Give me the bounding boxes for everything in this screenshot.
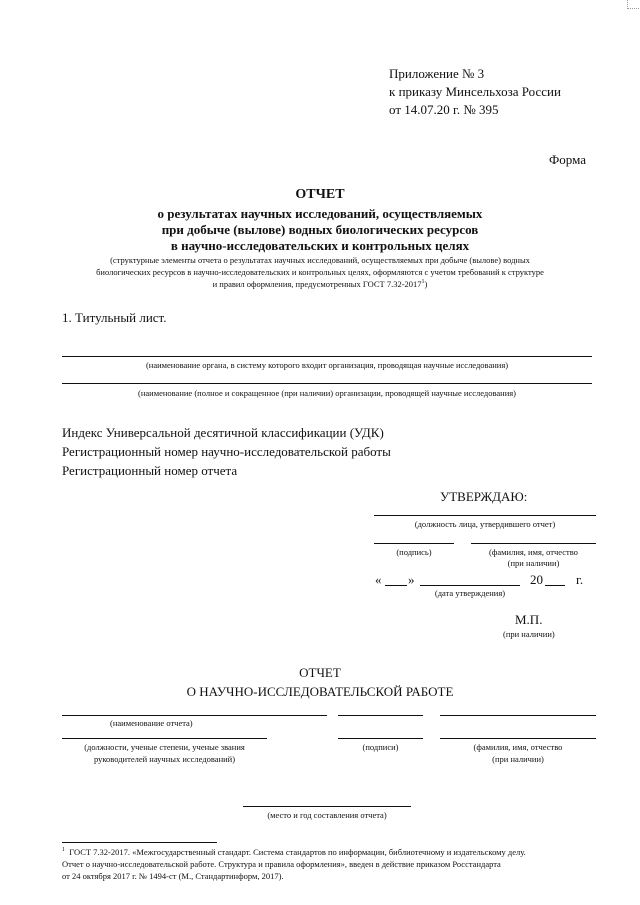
organ-name-caption: (наименование органа, в систему которого входит организация, проводящая научные исследования)	[145, 360, 509, 370]
month-line	[420, 585, 520, 586]
appendix-line-1: Приложение № 3	[389, 66, 485, 81]
footnote-line-3: от 24 октября 2017 г. № 1494-ст (М., Стандартинформ, 2017).	[62, 871, 284, 881]
approver-name-caption-2: (при наличии)	[507, 558, 560, 568]
scan-corner-mark	[627, 0, 640, 9]
leaders-line	[62, 738, 267, 739]
appendix-line-2: к приказу Минсельхоза России	[389, 84, 561, 99]
organ-name-line	[62, 356, 592, 357]
signatures-line	[338, 738, 423, 739]
approver-position-caption: (должность лица, утвердившего отчет)	[414, 519, 556, 529]
nir-report-subtitle: О НАУЧНО-ИССЛЕДОВАТЕЛЬСКОЙ РАБОТЕ	[186, 684, 454, 699]
report-title: ОТЧЕТ	[295, 187, 345, 202]
reg-report-field: Регистрационный номер отчета	[62, 463, 238, 478]
organization-name-line	[62, 383, 592, 384]
approve-heading: УТВЕРЖДАЮ:	[440, 489, 528, 504]
report-name-line-left	[62, 715, 327, 716]
signature-line	[374, 543, 454, 544]
footnote-line-2: Отчет о научно-исследовательской работе. Структура и правила оформления», введен в действие приказом Росстандарта	[62, 859, 501, 869]
leaders-names-caption-2: (при наличии)	[492, 754, 544, 764]
section-title-page: 1. Титульный лист.	[62, 310, 167, 325]
report-name-line-mid	[338, 715, 423, 716]
appendix-line-3: от 14.07.20 г. № 395	[389, 102, 499, 117]
day-line	[385, 585, 407, 586]
stamp-label: М.П.	[515, 612, 543, 627]
year-line	[545, 585, 565, 586]
footnote-marker: 1	[62, 847, 65, 854]
place-year-caption: (место и год составления отчета)	[267, 810, 387, 820]
signature-caption: (подпись)	[396, 547, 432, 557]
title-line-3: в научно-исследовательских и контрольных целях	[170, 238, 470, 253]
footnote-separator	[62, 842, 217, 843]
title-note-3: и правил оформления, предусмотренных ГОСТ 7.32-2017$^1$)	[212, 279, 428, 289]
report-name-caption: (наименование отчета)	[110, 718, 193, 728]
footnote-line-1: $^1$ ГОСТ 7.32-2017. «Межгосударственный стандарт. Система стандартов по информации, библиотечному и издательскому делу.	[62, 847, 526, 857]
year-suffix: г.	[576, 572, 584, 587]
leaders-caption-1: (должности, ученые степени, ученые звания	[84, 742, 245, 752]
footnote-ref: 1	[421, 279, 425, 286]
title-line-1: о результатах научных исследований, осуществляемых	[157, 206, 483, 221]
date-quote-open: «	[375, 572, 382, 587]
leaders-caption-2: руководителей научных исследований)	[93, 754, 236, 764]
reg-work-field: Регистрационный номер научно-исследовательской работы	[62, 444, 391, 459]
year-prefix: 20	[530, 572, 543, 587]
leaders-names-line	[440, 738, 596, 739]
place-year-line	[243, 806, 411, 807]
nir-report-title: ОТЧЕТ	[299, 665, 341, 680]
organization-name-caption: (наименование (полное и сокращенное (при наличии) организации, проводящей научные исследования)	[138, 388, 516, 398]
signatures-caption: (подписи)	[362, 742, 399, 752]
date-caption: (дата утверждения)	[434, 588, 506, 598]
approver-name-line	[471, 543, 596, 544]
date-quote-close: »	[408, 572, 415, 587]
stamp-caption: (при наличии)	[503, 629, 555, 639]
leaders-names-caption-1: (фамилия, имя, отчество	[473, 742, 563, 752]
report-name-line-right	[440, 715, 596, 716]
approver-name-caption-1: (фамилия, имя, отчество	[489, 547, 578, 557]
title-line-2: при добыче (вылове) водных биологических ресурсов	[161, 222, 479, 237]
title-note-1: (структурные элементы отчета о результатах научных исследований, осуществляемых при добыче (вылове) водных	[110, 255, 530, 265]
approver-position-line	[374, 515, 596, 516]
title-note-2: биологических ресурсов в научно-исследовательских и контрольных целях, оформляются с учетом требований к структуре	[96, 267, 544, 277]
form-label: Форма	[549, 152, 586, 167]
udk-field: Индекс Универсальной десятичной классификации (УДК)	[62, 425, 384, 440]
